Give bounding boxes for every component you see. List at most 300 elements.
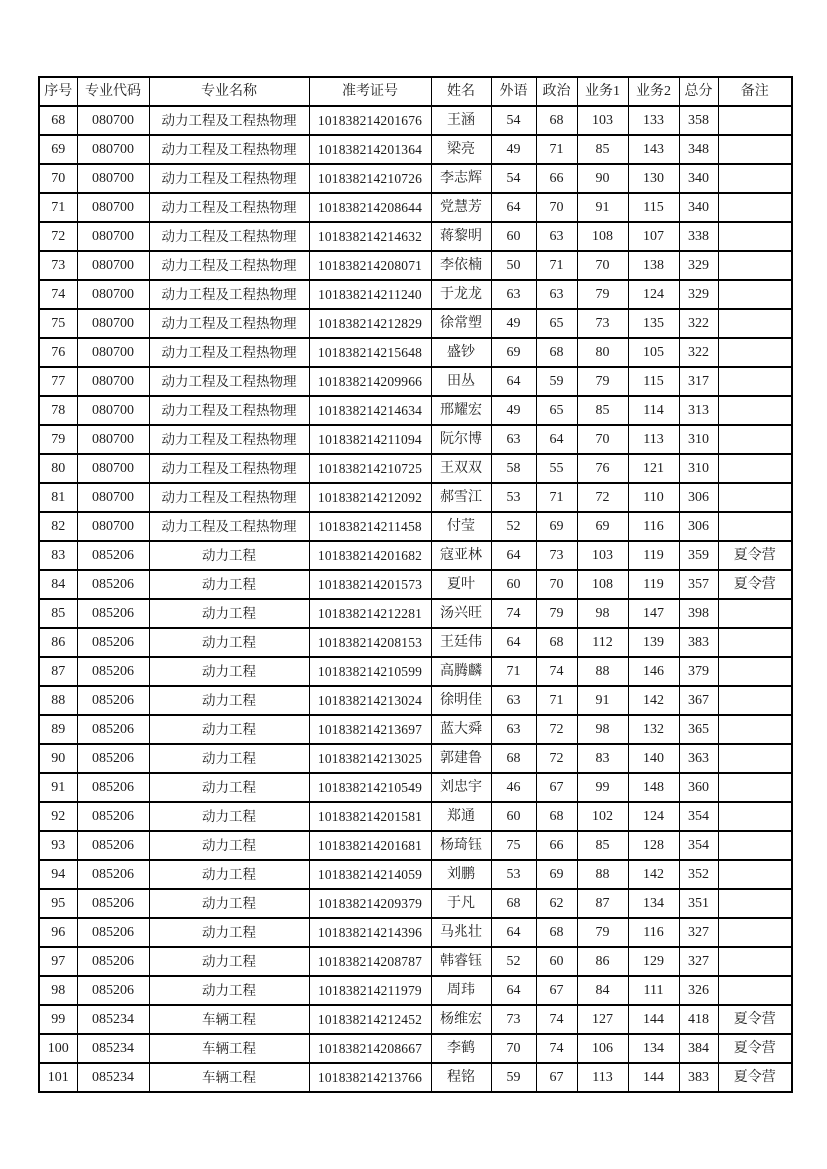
cell-sub2: 115 <box>628 367 679 396</box>
cell-ticket: 101838214214634 <box>309 396 431 425</box>
cell-total: 359 <box>679 541 718 570</box>
cell-sub1: 88 <box>577 860 628 889</box>
cell-ticket: 101838214214632 <box>309 222 431 251</box>
cell-foreign: 63 <box>491 425 536 454</box>
cell-note <box>718 918 792 947</box>
cell-note <box>718 193 792 222</box>
cell-total: 351 <box>679 889 718 918</box>
cell-code: 085206 <box>77 686 149 715</box>
cell-major: 动力工程及工程热物理 <box>149 396 309 425</box>
cell-note <box>718 483 792 512</box>
cell-sub1: 99 <box>577 773 628 802</box>
cell-name: 汤兴旺 <box>431 599 491 628</box>
cell-ticket: 101838214215648 <box>309 338 431 367</box>
cell-note <box>718 686 792 715</box>
cell-sub1: 108 <box>577 570 628 599</box>
column-header-major: 专业名称 <box>149 77 309 106</box>
column-header-politics: 政治 <box>536 77 577 106</box>
cell-code: 080700 <box>77 512 149 541</box>
cell-major: 动力工程及工程热物理 <box>149 193 309 222</box>
table-row <box>39 164 792 193</box>
cell-name: 寇亚林 <box>431 541 491 570</box>
cell-name: 梁亮 <box>431 135 491 164</box>
cell-total: 322 <box>679 309 718 338</box>
table-row <box>39 483 792 512</box>
cell-politics: 55 <box>536 454 577 483</box>
cell-note <box>718 628 792 657</box>
cell-note <box>718 744 792 773</box>
cell-note <box>718 947 792 976</box>
cell-code: 080700 <box>77 425 149 454</box>
cell-total: 310 <box>679 425 718 454</box>
cell-foreign: 49 <box>491 396 536 425</box>
cell-sub2: 146 <box>628 657 679 686</box>
cell-name: 李鹤 <box>431 1034 491 1063</box>
cell-ticket: 101838214212829 <box>309 309 431 338</box>
cell-total: 329 <box>679 251 718 280</box>
cell-sub1: 98 <box>577 715 628 744</box>
cell-total: 310 <box>679 454 718 483</box>
table-row <box>39 976 792 1005</box>
cell-major: 动力工程及工程热物理 <box>149 425 309 454</box>
table-row <box>39 918 792 947</box>
cell-foreign: 73 <box>491 1005 536 1034</box>
cell-total: 327 <box>679 918 718 947</box>
cell-ticket: 101838214213766 <box>309 1063 431 1092</box>
cell-ticket: 101838214210599 <box>309 657 431 686</box>
table-row <box>39 135 792 164</box>
table-row <box>39 454 792 483</box>
cell-note <box>718 309 792 338</box>
cell-code: 080700 <box>77 454 149 483</box>
cell-sub2: 134 <box>628 1034 679 1063</box>
cell-major: 动力工程及工程热物理 <box>149 483 309 512</box>
cell-name: 李依楠 <box>431 251 491 280</box>
cell-ticket: 101838214201573 <box>309 570 431 599</box>
cell-name: 杨琦钰 <box>431 831 491 860</box>
cell-major: 车辆工程 <box>149 1063 309 1092</box>
cell-major: 车辆工程 <box>149 1034 309 1063</box>
table-row <box>39 860 792 889</box>
cell-no: 84 <box>39 570 77 599</box>
cell-total: 354 <box>679 802 718 831</box>
cell-name: 盛钞 <box>431 338 491 367</box>
cell-note <box>718 889 792 918</box>
cell-politics: 72 <box>536 744 577 773</box>
cell-sub2: 119 <box>628 570 679 599</box>
cell-sub1: 98 <box>577 599 628 628</box>
cell-ticket: 101838214201682 <box>309 541 431 570</box>
cell-major: 动力工程 <box>149 860 309 889</box>
cell-sub2: 130 <box>628 164 679 193</box>
cell-foreign: 50 <box>491 251 536 280</box>
cell-code: 085206 <box>77 599 149 628</box>
cell-total: 367 <box>679 686 718 715</box>
cell-ticket: 101838214210726 <box>309 164 431 193</box>
cell-code: 085206 <box>77 570 149 599</box>
cell-foreign: 46 <box>491 773 536 802</box>
cell-total: 365 <box>679 715 718 744</box>
cell-sub1: 106 <box>577 1034 628 1063</box>
cell-no: 86 <box>39 628 77 657</box>
cell-major: 动力工程及工程热物理 <box>149 164 309 193</box>
table-row <box>39 686 792 715</box>
cell-sub2: 132 <box>628 715 679 744</box>
cell-no: 73 <box>39 251 77 280</box>
cell-politics: 67 <box>536 976 577 1005</box>
cell-sub2: 134 <box>628 889 679 918</box>
cell-foreign: 75 <box>491 831 536 860</box>
cell-no: 72 <box>39 222 77 251</box>
cell-politics: 68 <box>536 106 577 135</box>
table-row <box>39 657 792 686</box>
cell-note <box>718 715 792 744</box>
cell-note <box>718 135 792 164</box>
cell-code: 085206 <box>77 657 149 686</box>
cell-foreign: 64 <box>491 628 536 657</box>
cell-sub2: 110 <box>628 483 679 512</box>
cell-code: 085234 <box>77 1005 149 1034</box>
cell-politics: 71 <box>536 135 577 164</box>
cell-sub1: 88 <box>577 657 628 686</box>
table-row <box>39 889 792 918</box>
cell-foreign: 64 <box>491 193 536 222</box>
cell-total: 354 <box>679 831 718 860</box>
cell-foreign: 54 <box>491 106 536 135</box>
table-row <box>39 338 792 367</box>
cell-major: 动力工程 <box>149 918 309 947</box>
cell-total: 329 <box>679 280 718 309</box>
cell-no: 100 <box>39 1034 77 1063</box>
cell-sub2: 144 <box>628 1063 679 1092</box>
cell-note <box>718 831 792 860</box>
cell-no: 97 <box>39 947 77 976</box>
cell-sub2: 143 <box>628 135 679 164</box>
cell-major: 动力工程 <box>149 686 309 715</box>
cell-ticket: 101838214209966 <box>309 367 431 396</box>
table-row <box>39 715 792 744</box>
cell-name: 杨维宏 <box>431 1005 491 1034</box>
cell-code: 085234 <box>77 1063 149 1092</box>
cell-note <box>718 773 792 802</box>
cell-total: 383 <box>679 1063 718 1092</box>
cell-politics: 63 <box>536 222 577 251</box>
cell-name: 程铭 <box>431 1063 491 1092</box>
cell-no: 92 <box>39 802 77 831</box>
cell-politics: 66 <box>536 164 577 193</box>
cell-politics: 67 <box>536 773 577 802</box>
table-row <box>39 1034 792 1063</box>
cell-name: 付莹 <box>431 512 491 541</box>
cell-no: 69 <box>39 135 77 164</box>
cell-foreign: 63 <box>491 280 536 309</box>
cell-name: 郭建鲁 <box>431 744 491 773</box>
cell-politics: 68 <box>536 918 577 947</box>
cell-politics: 62 <box>536 889 577 918</box>
table-row <box>39 396 792 425</box>
cell-sub1: 83 <box>577 744 628 773</box>
cell-major: 动力工程及工程热物理 <box>149 251 309 280</box>
cell-sub2: 144 <box>628 1005 679 1034</box>
cell-no: 101 <box>39 1063 77 1092</box>
cell-major: 动力工程及工程热物理 <box>149 309 309 338</box>
cell-sub2: 115 <box>628 193 679 222</box>
cell-code: 080700 <box>77 193 149 222</box>
cell-politics: 72 <box>536 715 577 744</box>
cell-ticket: 101838214208787 <box>309 947 431 976</box>
cell-major: 动力工程 <box>149 657 309 686</box>
cell-foreign: 64 <box>491 976 536 1005</box>
cell-foreign: 60 <box>491 570 536 599</box>
cell-code: 085206 <box>77 918 149 947</box>
cell-no: 98 <box>39 976 77 1005</box>
cell-major: 动力工程 <box>149 831 309 860</box>
cell-no: 83 <box>39 541 77 570</box>
cell-sub2: 111 <box>628 976 679 1005</box>
cell-total: 352 <box>679 860 718 889</box>
cell-sub1: 79 <box>577 367 628 396</box>
cell-note <box>718 599 792 628</box>
table-row <box>39 947 792 976</box>
cell-name: 蒋黎明 <box>431 222 491 251</box>
cell-sub2: 124 <box>628 802 679 831</box>
cell-major: 动力工程及工程热物理 <box>149 222 309 251</box>
column-header-name: 姓名 <box>431 77 491 106</box>
cell-sub2: 114 <box>628 396 679 425</box>
cell-code: 085206 <box>77 976 149 1005</box>
cell-code: 080700 <box>77 338 149 367</box>
cell-politics: 69 <box>536 860 577 889</box>
cell-no: 74 <box>39 280 77 309</box>
cell-sub1: 91 <box>577 686 628 715</box>
cell-major: 动力工程及工程热物理 <box>149 367 309 396</box>
cell-sub1: 112 <box>577 628 628 657</box>
cell-sub2: 107 <box>628 222 679 251</box>
cell-sub1: 103 <box>577 541 628 570</box>
cell-ticket: 101838214201364 <box>309 135 431 164</box>
cell-code: 085206 <box>77 802 149 831</box>
column-header-no: 序号 <box>39 77 77 106</box>
cell-name: 刘鹏 <box>431 860 491 889</box>
cell-major: 动力工程 <box>149 570 309 599</box>
cell-name: 王双双 <box>431 454 491 483</box>
cell-code: 085234 <box>77 1034 149 1063</box>
cell-sub2: 124 <box>628 280 679 309</box>
cell-politics: 65 <box>536 309 577 338</box>
cell-ticket: 101838214212092 <box>309 483 431 512</box>
cell-ticket: 101838214201676 <box>309 106 431 135</box>
cell-sub2: 121 <box>628 454 679 483</box>
column-header-note: 备注 <box>718 77 792 106</box>
cell-note: 夏令营 <box>718 570 792 599</box>
table-row <box>39 541 792 570</box>
cell-note <box>718 367 792 396</box>
cell-note <box>718 976 792 1005</box>
cell-sub2: 138 <box>628 251 679 280</box>
cell-sub1: 84 <box>577 976 628 1005</box>
cell-total: 357 <box>679 570 718 599</box>
cell-foreign: 60 <box>491 802 536 831</box>
cell-ticket: 101838214212452 <box>309 1005 431 1034</box>
cell-no: 68 <box>39 106 77 135</box>
cell-foreign: 64 <box>491 541 536 570</box>
table-row <box>39 802 792 831</box>
table-row <box>39 599 792 628</box>
cell-ticket: 101838214208153 <box>309 628 431 657</box>
cell-foreign: 59 <box>491 1063 536 1092</box>
cell-sub1: 102 <box>577 802 628 831</box>
cell-politics: 71 <box>536 686 577 715</box>
cell-foreign: 71 <box>491 657 536 686</box>
cell-foreign: 53 <box>491 483 536 512</box>
cell-total: 322 <box>679 338 718 367</box>
cell-no: 88 <box>39 686 77 715</box>
cell-ticket: 101838214201681 <box>309 831 431 860</box>
cell-code: 080700 <box>77 164 149 193</box>
cell-name: 蓝大舜 <box>431 715 491 744</box>
cell-sub1: 90 <box>577 164 628 193</box>
cell-total: 379 <box>679 657 718 686</box>
cell-no: 80 <box>39 454 77 483</box>
cell-foreign: 58 <box>491 454 536 483</box>
cell-code: 085206 <box>77 860 149 889</box>
cell-name: 王廷伟 <box>431 628 491 657</box>
table-row <box>39 251 792 280</box>
cell-foreign: 63 <box>491 686 536 715</box>
cell-no: 71 <box>39 193 77 222</box>
cell-no: 89 <box>39 715 77 744</box>
cell-politics: 73 <box>536 541 577 570</box>
column-header-sub2: 业务2 <box>628 77 679 106</box>
cell-note <box>718 222 792 251</box>
cell-sub2: 139 <box>628 628 679 657</box>
cell-name: 徐常塑 <box>431 309 491 338</box>
cell-politics: 68 <box>536 338 577 367</box>
cell-politics: 59 <box>536 367 577 396</box>
cell-note <box>718 251 792 280</box>
cell-total: 306 <box>679 483 718 512</box>
column-header-foreign: 外语 <box>491 77 536 106</box>
cell-foreign: 53 <box>491 860 536 889</box>
table-row <box>39 628 792 657</box>
cell-name: 邢耀宏 <box>431 396 491 425</box>
cell-sub2: 113 <box>628 425 679 454</box>
cell-sub1: 80 <box>577 338 628 367</box>
cell-name: 马兆壮 <box>431 918 491 947</box>
cell-foreign: 64 <box>491 367 536 396</box>
score-table <box>38 76 793 1093</box>
cell-code: 080700 <box>77 367 149 396</box>
cell-total: 306 <box>679 512 718 541</box>
cell-no: 81 <box>39 483 77 512</box>
cell-total: 317 <box>679 367 718 396</box>
cell-ticket: 101838214201581 <box>309 802 431 831</box>
cell-no: 70 <box>39 164 77 193</box>
cell-ticket: 101838214210549 <box>309 773 431 802</box>
cell-politics: 68 <box>536 628 577 657</box>
cell-sub1: 127 <box>577 1005 628 1034</box>
cell-major: 动力工程 <box>149 628 309 657</box>
cell-code: 085206 <box>77 628 149 657</box>
cell-no: 99 <box>39 1005 77 1034</box>
table-row <box>39 309 792 338</box>
cell-sub1: 85 <box>577 396 628 425</box>
cell-sub1: 87 <box>577 889 628 918</box>
table-row <box>39 280 792 309</box>
cell-major: 车辆工程 <box>149 1005 309 1034</box>
cell-code: 085206 <box>77 541 149 570</box>
cell-sub1: 113 <box>577 1063 628 1092</box>
cell-note: 夏令营 <box>718 1034 792 1063</box>
cell-name: 徐明佳 <box>431 686 491 715</box>
cell-ticket: 101838214210725 <box>309 454 431 483</box>
cell-foreign: 64 <box>491 918 536 947</box>
cell-sub2: 148 <box>628 773 679 802</box>
cell-ticket: 101838214214059 <box>309 860 431 889</box>
cell-major: 动力工程 <box>149 773 309 802</box>
cell-no: 76 <box>39 338 77 367</box>
cell-no: 77 <box>39 367 77 396</box>
cell-sub2: 133 <box>628 106 679 135</box>
cell-foreign: 54 <box>491 164 536 193</box>
cell-ticket: 101838214211240 <box>309 280 431 309</box>
cell-foreign: 63 <box>491 715 536 744</box>
cell-major: 动力工程及工程热物理 <box>149 280 309 309</box>
table-row <box>39 570 792 599</box>
cell-code: 080700 <box>77 483 149 512</box>
cell-foreign: 49 <box>491 135 536 164</box>
cell-ticket: 101838214213697 <box>309 715 431 744</box>
cell-no: 93 <box>39 831 77 860</box>
cell-ticket: 101838214214396 <box>309 918 431 947</box>
cell-politics: 60 <box>536 947 577 976</box>
cell-note <box>718 454 792 483</box>
cell-major: 动力工程 <box>149 976 309 1005</box>
cell-major: 动力工程及工程热物理 <box>149 106 309 135</box>
cell-ticket: 101838214211094 <box>309 425 431 454</box>
cell-ticket: 101838214208644 <box>309 193 431 222</box>
cell-sub1: 103 <box>577 106 628 135</box>
cell-no: 87 <box>39 657 77 686</box>
cell-sub1: 76 <box>577 454 628 483</box>
cell-sub2: 116 <box>628 918 679 947</box>
cell-sub2: 105 <box>628 338 679 367</box>
cell-name: 高腾麟 <box>431 657 491 686</box>
cell-code: 085206 <box>77 889 149 918</box>
cell-note <box>718 802 792 831</box>
cell-major: 动力工程 <box>149 599 309 628</box>
cell-sub2: 147 <box>628 599 679 628</box>
cell-sub2: 142 <box>628 686 679 715</box>
cell-name: 郑通 <box>431 802 491 831</box>
cell-note: 夏令营 <box>718 1063 792 1092</box>
cell-no: 75 <box>39 309 77 338</box>
cell-politics: 67 <box>536 1063 577 1092</box>
cell-total: 340 <box>679 164 718 193</box>
cell-name: 韩睿钰 <box>431 947 491 976</box>
cell-ticket: 101838214211979 <box>309 976 431 1005</box>
table-header-row <box>39 77 792 106</box>
cell-foreign: 70 <box>491 1034 536 1063</box>
cell-foreign: 49 <box>491 309 536 338</box>
cell-politics: 74 <box>536 1034 577 1063</box>
cell-foreign: 60 <box>491 222 536 251</box>
cell-code: 085206 <box>77 947 149 976</box>
cell-code: 080700 <box>77 106 149 135</box>
cell-major: 动力工程及工程热物理 <box>149 454 309 483</box>
cell-sub1: 85 <box>577 831 628 860</box>
cell-major: 动力工程及工程热物理 <box>149 338 309 367</box>
